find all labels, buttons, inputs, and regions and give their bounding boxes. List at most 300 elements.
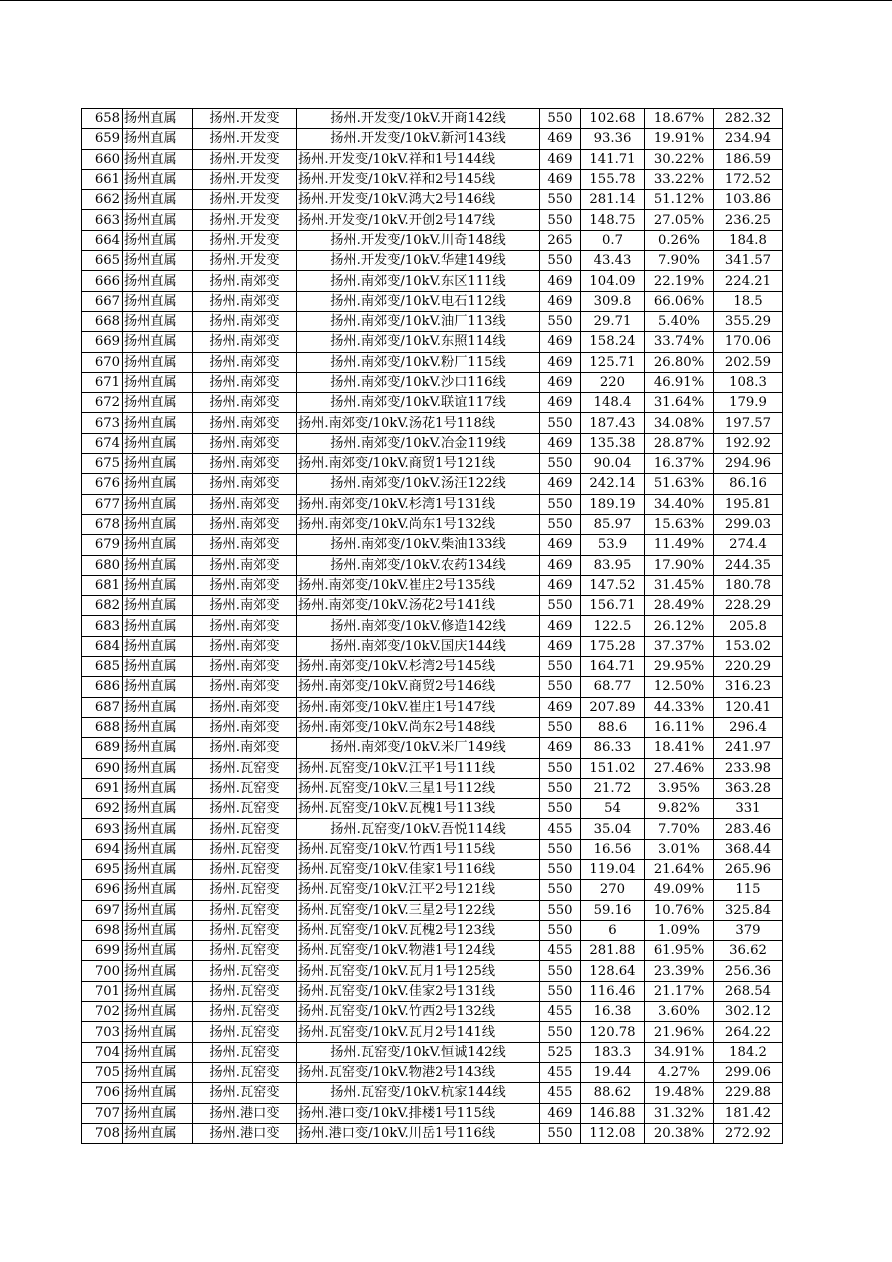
substation-cell[interactable]: 扬州.南郊变 — [193, 636, 297, 656]
load-rate-cell[interactable]: 34.91% — [645, 1042, 714, 1062]
max-load-cell[interactable]: 116.46 — [581, 981, 645, 1001]
rated-current-cell[interactable]: 550 — [540, 109, 581, 129]
substation-cell[interactable]: 扬州.南郊变 — [193, 697, 297, 717]
substation-cell[interactable]: 扬州.港口变 — [193, 1123, 297, 1143]
rated-current-cell[interactable]: 550 — [540, 190, 581, 210]
unit-cell[interactable]: 扬州直属 — [123, 332, 193, 352]
unit-cell[interactable]: 扬州直属 — [123, 900, 193, 920]
substation-cell[interactable]: 扬州.开发变 — [193, 230, 297, 250]
line-name-cell[interactable]: 扬州.南郊变/10kV.杉湾1号131线 — [297, 494, 540, 514]
load-rate-cell[interactable]: 26.12% — [645, 616, 714, 636]
unit-cell[interactable]: 扬州直属 — [123, 352, 193, 372]
substation-cell[interactable]: 扬州.南郊变 — [193, 575, 297, 595]
max-load-cell[interactable]: 88.62 — [581, 1083, 645, 1103]
unit-cell[interactable]: 扬州直属 — [123, 494, 193, 514]
load-rate-cell[interactable]: 37.37% — [645, 636, 714, 656]
max-load-cell[interactable]: 43.43 — [581, 251, 645, 271]
row-number-cell[interactable]: 683 — [82, 616, 123, 636]
load-rate-cell[interactable]: 28.49% — [645, 596, 714, 616]
unit-cell[interactable]: 扬州直属 — [123, 1002, 193, 1022]
rated-current-cell[interactable]: 469 — [540, 474, 581, 494]
remaining-capacity-cell[interactable]: 86.16 — [714, 474, 783, 494]
line-name-cell[interactable]: 扬州.瓦窑变/10kV.竹西1号115线 — [297, 839, 540, 859]
rated-current-cell[interactable]: 469 — [540, 535, 581, 555]
max-load-cell[interactable]: 68.77 — [581, 677, 645, 697]
max-load-cell[interactable]: 189.19 — [581, 494, 645, 514]
substation-cell[interactable]: 扬州.瓦窑变 — [193, 839, 297, 859]
unit-cell[interactable]: 扬州直属 — [123, 393, 193, 413]
substation-cell[interactable]: 扬州.开发变 — [193, 210, 297, 230]
row-number-cell[interactable]: 679 — [82, 535, 123, 555]
load-rate-cell[interactable]: 7.90% — [645, 251, 714, 271]
substation-cell[interactable]: 扬州.瓦窑变 — [193, 981, 297, 1001]
load-rate-cell[interactable]: 4.27% — [645, 1062, 714, 1082]
substation-cell[interactable]: 扬州.南郊变 — [193, 494, 297, 514]
row-number-cell[interactable]: 687 — [82, 697, 123, 717]
load-rate-cell[interactable]: 0.26% — [645, 230, 714, 250]
row-number-cell[interactable]: 702 — [82, 1002, 123, 1022]
load-rate-cell[interactable]: 51.12% — [645, 190, 714, 210]
load-rate-cell[interactable]: 18.67% — [645, 109, 714, 129]
row-number-cell[interactable]: 685 — [82, 657, 123, 677]
row-number-cell[interactable]: 673 — [82, 413, 123, 433]
load-rate-cell[interactable]: 31.64% — [645, 393, 714, 413]
line-name-cell[interactable]: 扬州.瓦窑变/10kV.瓦槐1号113线 — [297, 799, 540, 819]
rated-current-cell[interactable]: 469 — [540, 169, 581, 189]
remaining-capacity-cell[interactable]: 115 — [714, 880, 783, 900]
rated-current-cell[interactable]: 550 — [540, 1022, 581, 1042]
unit-cell[interactable]: 扬州直属 — [123, 413, 193, 433]
line-name-cell[interactable]: 扬州.南郊变/10kV.商贸2号146线 — [297, 677, 540, 697]
load-rate-cell[interactable]: 31.45% — [645, 575, 714, 595]
max-load-cell[interactable]: 135.38 — [581, 433, 645, 453]
unit-cell[interactable]: 扬州直属 — [123, 271, 193, 291]
max-load-cell[interactable]: 59.16 — [581, 900, 645, 920]
substation-cell[interactable]: 扬州.南郊变 — [193, 555, 297, 575]
remaining-capacity-cell[interactable]: 18.5 — [714, 291, 783, 311]
row-number-cell[interactable]: 693 — [82, 819, 123, 839]
rated-current-cell[interactable]: 550 — [540, 657, 581, 677]
rated-current-cell[interactable]: 469 — [540, 291, 581, 311]
substation-cell[interactable]: 扬州.南郊变 — [193, 474, 297, 494]
line-name-cell[interactable]: 扬州.南郊变/10kV.冶金119线 — [297, 433, 540, 453]
rated-current-cell[interactable]: 550 — [540, 758, 581, 778]
rated-current-cell[interactable]: 550 — [540, 778, 581, 798]
line-name-cell[interactable]: 扬州.开发变/10kV.华建149线 — [297, 251, 540, 271]
substation-cell[interactable]: 扬州.南郊变 — [193, 352, 297, 372]
max-load-cell[interactable]: 35.04 — [581, 819, 645, 839]
remaining-capacity-cell[interactable]: 228.29 — [714, 596, 783, 616]
load-rate-cell[interactable]: 23.39% — [645, 961, 714, 981]
unit-cell[interactable]: 扬州直属 — [123, 981, 193, 1001]
line-name-cell[interactable]: 扬州.瓦窑变/10kV.瓦月1号125线 — [297, 961, 540, 981]
load-rate-cell[interactable]: 21.17% — [645, 981, 714, 1001]
substation-cell[interactable]: 扬州.南郊变 — [193, 717, 297, 737]
line-name-cell[interactable]: 扬州.南郊变/10kV.汤花1号118线 — [297, 413, 540, 433]
max-load-cell[interactable]: 220 — [581, 372, 645, 392]
substation-cell[interactable]: 扬州.瓦窑变 — [193, 778, 297, 798]
load-rate-cell[interactable]: 29.95% — [645, 657, 714, 677]
max-load-cell[interactable]: 85.97 — [581, 514, 645, 534]
row-number-cell[interactable]: 676 — [82, 474, 123, 494]
load-rate-cell[interactable]: 30.22% — [645, 149, 714, 169]
max-load-cell[interactable]: 281.14 — [581, 190, 645, 210]
load-rate-cell[interactable]: 27.05% — [645, 210, 714, 230]
max-load-cell[interactable]: 86.33 — [581, 738, 645, 758]
rated-current-cell[interactable]: 550 — [540, 596, 581, 616]
load-rate-cell[interactable]: 26.80% — [645, 352, 714, 372]
remaining-capacity-cell[interactable]: 205.8 — [714, 616, 783, 636]
row-number-cell[interactable]: 698 — [82, 920, 123, 940]
unit-cell[interactable]: 扬州直属 — [123, 657, 193, 677]
remaining-capacity-cell[interactable]: 184.8 — [714, 230, 783, 250]
substation-cell[interactable]: 扬州.开发变 — [193, 109, 297, 129]
load-rate-cell[interactable]: 31.32% — [645, 1103, 714, 1123]
max-load-cell[interactable]: 88.6 — [581, 717, 645, 737]
substation-cell[interactable]: 扬州.港口变 — [193, 1103, 297, 1123]
rated-current-cell[interactable]: 455 — [540, 1062, 581, 1082]
rated-current-cell[interactable]: 469 — [540, 393, 581, 413]
max-load-cell[interactable]: 158.24 — [581, 332, 645, 352]
unit-cell[interactable]: 扬州直属 — [123, 1083, 193, 1103]
unit-cell[interactable]: 扬州直属 — [123, 636, 193, 656]
unit-cell[interactable]: 扬州直属 — [123, 514, 193, 534]
remaining-capacity-cell[interactable]: 202.59 — [714, 352, 783, 372]
load-rate-cell[interactable]: 9.82% — [645, 799, 714, 819]
remaining-capacity-cell[interactable]: 233.98 — [714, 758, 783, 778]
row-number-cell[interactable]: 670 — [82, 352, 123, 372]
substation-cell[interactable]: 扬州.瓦窑变 — [193, 920, 297, 940]
rated-current-cell[interactable]: 469 — [540, 738, 581, 758]
unit-cell[interactable]: 扬州直属 — [123, 717, 193, 737]
unit-cell[interactable]: 扬州直属 — [123, 474, 193, 494]
remaining-capacity-cell[interactable]: 355.29 — [714, 311, 783, 331]
substation-cell[interactable]: 扬州.瓦窑变 — [193, 880, 297, 900]
line-name-cell[interactable]: 扬州.开发变/10kV.祥和1号144线 — [297, 149, 540, 169]
max-load-cell[interactable]: 146.88 — [581, 1103, 645, 1123]
substation-cell[interactable]: 扬州.开发变 — [193, 129, 297, 149]
row-number-cell[interactable]: 678 — [82, 514, 123, 534]
rated-current-cell[interactable]: 469 — [540, 555, 581, 575]
load-rate-cell[interactable]: 19.91% — [645, 129, 714, 149]
line-name-cell[interactable]: 扬州.瓦窑变/10kV.佳家2号131线 — [297, 981, 540, 1001]
load-rate-cell[interactable]: 34.40% — [645, 494, 714, 514]
rated-current-cell[interactable]: 550 — [540, 839, 581, 859]
line-name-cell[interactable]: 扬州.瓦窑变/10kV.物港1号124线 — [297, 941, 540, 961]
max-load-cell[interactable]: 148.75 — [581, 210, 645, 230]
unit-cell[interactable]: 扬州直属 — [123, 190, 193, 210]
max-load-cell[interactable]: 270 — [581, 880, 645, 900]
unit-cell[interactable]: 扬州直属 — [123, 311, 193, 331]
row-number-cell[interactable]: 667 — [82, 291, 123, 311]
row-number-cell[interactable]: 708 — [82, 1123, 123, 1143]
rated-current-cell[interactable]: 469 — [540, 149, 581, 169]
row-number-cell[interactable]: 699 — [82, 941, 123, 961]
line-name-cell[interactable]: 扬州.瓦窑变/10kV.瓦月2号141线 — [297, 1022, 540, 1042]
row-number-cell[interactable]: 703 — [82, 1022, 123, 1042]
substation-cell[interactable]: 扬州.瓦窑变 — [193, 900, 297, 920]
unit-cell[interactable]: 扬州直属 — [123, 799, 193, 819]
line-name-cell[interactable]: 扬州.港口变/10kV.排楼1号115线 — [297, 1103, 540, 1123]
max-load-cell[interactable]: 112.08 — [581, 1123, 645, 1143]
max-load-cell[interactable]: 207.89 — [581, 697, 645, 717]
remaining-capacity-cell[interactable]: 108.3 — [714, 372, 783, 392]
unit-cell[interactable]: 扬州直属 — [123, 697, 193, 717]
remaining-capacity-cell[interactable]: 316.23 — [714, 677, 783, 697]
substation-cell[interactable]: 扬州.南郊变 — [193, 291, 297, 311]
substation-cell[interactable]: 扬州.南郊变 — [193, 514, 297, 534]
substation-cell[interactable]: 扬州.开发变 — [193, 149, 297, 169]
row-number-cell[interactable]: 680 — [82, 555, 123, 575]
unit-cell[interactable]: 扬州直属 — [123, 129, 193, 149]
max-load-cell[interactable]: 6 — [581, 920, 645, 940]
load-rate-cell[interactable]: 16.37% — [645, 454, 714, 474]
load-rate-cell[interactable]: 21.64% — [645, 859, 714, 879]
remaining-capacity-cell[interactable]: 224.21 — [714, 271, 783, 291]
row-number-cell[interactable]: 688 — [82, 717, 123, 737]
unit-cell[interactable]: 扬州直属 — [123, 758, 193, 778]
load-rate-cell[interactable]: 44.33% — [645, 697, 714, 717]
line-name-cell[interactable]: 扬州.南郊变/10kV.崔庄1号147线 — [297, 697, 540, 717]
max-load-cell[interactable]: 90.04 — [581, 454, 645, 474]
max-load-cell[interactable]: 148.4 — [581, 393, 645, 413]
row-number-cell[interactable]: 681 — [82, 575, 123, 595]
max-load-cell[interactable]: 104.09 — [581, 271, 645, 291]
load-rate-cell[interactable]: 12.50% — [645, 677, 714, 697]
unit-cell[interactable]: 扬州直属 — [123, 1022, 193, 1042]
unit-cell[interactable]: 扬州直属 — [123, 677, 193, 697]
line-name-cell[interactable]: 扬州.瓦窑变/10kV.佳家1号116线 — [297, 859, 540, 879]
rated-current-cell[interactable]: 550 — [540, 859, 581, 879]
remaining-capacity-cell[interactable]: 241.97 — [714, 738, 783, 758]
load-rate-cell[interactable]: 17.90% — [645, 555, 714, 575]
remaining-capacity-cell[interactable]: 220.29 — [714, 657, 783, 677]
substation-cell[interactable]: 扬州.瓦窑变 — [193, 1083, 297, 1103]
rated-current-cell[interactable]: 550 — [540, 717, 581, 737]
line-name-cell[interactable]: 扬州.瓦窑变/10kV.江平2号121线 — [297, 880, 540, 900]
unit-cell[interactable]: 扬州直属 — [123, 535, 193, 555]
remaining-capacity-cell[interactable]: 299.06 — [714, 1062, 783, 1082]
row-number-cell[interactable]: 690 — [82, 758, 123, 778]
rated-current-cell[interactable]: 550 — [540, 514, 581, 534]
load-rate-cell[interactable]: 27.46% — [645, 758, 714, 778]
line-name-cell[interactable]: 扬州.南郊变/10kV.东区111线 — [297, 271, 540, 291]
substation-cell[interactable]: 扬州.南郊变 — [193, 535, 297, 555]
max-load-cell[interactable]: 175.28 — [581, 636, 645, 656]
row-number-cell[interactable]: 664 — [82, 230, 123, 250]
row-number-cell[interactable]: 662 — [82, 190, 123, 210]
max-load-cell[interactable]: 19.44 — [581, 1062, 645, 1082]
row-number-cell[interactable]: 659 — [82, 129, 123, 149]
unit-cell[interactable]: 扬州直属 — [123, 839, 193, 859]
line-name-cell[interactable]: 扬州.开发变/10kV.川奇148线 — [297, 230, 540, 250]
rated-current-cell[interactable]: 469 — [540, 575, 581, 595]
line-name-cell[interactable]: 扬州.瓦窑变/10kV.物港2号143线 — [297, 1062, 540, 1082]
line-name-cell[interactable]: 扬州.港口变/10kV.川岳1号116线 — [297, 1123, 540, 1143]
row-number-cell[interactable]: 691 — [82, 778, 123, 798]
max-load-cell[interactable]: 183.3 — [581, 1042, 645, 1062]
rated-current-cell[interactable]: 550 — [540, 677, 581, 697]
line-name-cell[interactable]: 扬州.瓦窑变/10kV.杭家144线 — [297, 1083, 540, 1103]
max-load-cell[interactable]: 120.78 — [581, 1022, 645, 1042]
row-number-cell[interactable]: 675 — [82, 454, 123, 474]
row-number-cell[interactable]: 704 — [82, 1042, 123, 1062]
unit-cell[interactable]: 扬州直属 — [123, 291, 193, 311]
rated-current-cell[interactable]: 550 — [540, 880, 581, 900]
line-name-cell[interactable]: 扬州.开发变/10kV.祥和2号145线 — [297, 169, 540, 189]
load-rate-cell[interactable]: 46.91% — [645, 372, 714, 392]
substation-cell[interactable]: 扬州.南郊变 — [193, 454, 297, 474]
load-rate-cell[interactable]: 18.41% — [645, 738, 714, 758]
rated-current-cell[interactable]: 469 — [540, 1103, 581, 1123]
load-rate-cell[interactable]: 66.06% — [645, 291, 714, 311]
rated-current-cell[interactable]: 469 — [540, 636, 581, 656]
load-rate-cell[interactable]: 21.96% — [645, 1022, 714, 1042]
remaining-capacity-cell[interactable]: 274.4 — [714, 535, 783, 555]
substation-cell[interactable]: 扬州.南郊变 — [193, 657, 297, 677]
line-name-cell[interactable]: 扬州.南郊变/10kV.修造142线 — [297, 616, 540, 636]
rated-current-cell[interactable]: 550 — [540, 454, 581, 474]
line-name-cell[interactable]: 扬州.南郊变/10kV.沙口116线 — [297, 372, 540, 392]
substation-cell[interactable]: 扬州.瓦窑变 — [193, 1042, 297, 1062]
line-name-cell[interactable]: 扬州.南郊变/10kV.联谊117线 — [297, 393, 540, 413]
line-name-cell[interactable]: 扬州.南郊变/10kV.汤花2号141线 — [297, 596, 540, 616]
rated-current-cell[interactable]: 469 — [540, 271, 581, 291]
line-name-cell[interactable]: 扬州.南郊变/10kV.粉厂115线 — [297, 352, 540, 372]
unit-cell[interactable]: 扬州直属 — [123, 149, 193, 169]
load-rate-cell[interactable]: 61.95% — [645, 941, 714, 961]
remaining-capacity-cell[interactable]: 368.44 — [714, 839, 783, 859]
line-name-cell[interactable]: 扬州.开发变/10kV.鸿大2号146线 — [297, 190, 540, 210]
remaining-capacity-cell[interactable]: 341.57 — [714, 251, 783, 271]
unit-cell[interactable]: 扬州直属 — [123, 1062, 193, 1082]
remaining-capacity-cell[interactable]: 197.57 — [714, 413, 783, 433]
rated-current-cell[interactable]: 469 — [540, 697, 581, 717]
substation-cell[interactable]: 扬州.开发变 — [193, 251, 297, 271]
remaining-capacity-cell[interactable]: 179.9 — [714, 393, 783, 413]
unit-cell[interactable]: 扬州直属 — [123, 819, 193, 839]
substation-cell[interactable]: 扬州.南郊变 — [193, 433, 297, 453]
max-load-cell[interactable]: 0.7 — [581, 230, 645, 250]
substation-cell[interactable]: 扬州.南郊变 — [193, 393, 297, 413]
substation-cell[interactable]: 扬州.南郊变 — [193, 271, 297, 291]
row-number-cell[interactable]: 671 — [82, 372, 123, 392]
substation-cell[interactable]: 扬州.瓦窑变 — [193, 1002, 297, 1022]
remaining-capacity-cell[interactable]: 264.22 — [714, 1022, 783, 1042]
substation-cell[interactable]: 扬州.瓦窑变 — [193, 758, 297, 778]
remaining-capacity-cell[interactable]: 296.4 — [714, 717, 783, 737]
max-load-cell[interactable]: 53.9 — [581, 535, 645, 555]
load-rate-cell[interactable]: 20.38% — [645, 1123, 714, 1143]
rated-current-cell[interactable]: 455 — [540, 941, 581, 961]
row-number-cell[interactable]: 686 — [82, 677, 123, 697]
load-rate-cell[interactable]: 28.87% — [645, 433, 714, 453]
max-load-cell[interactable]: 141.71 — [581, 149, 645, 169]
unit-cell[interactable]: 扬州直属 — [123, 210, 193, 230]
load-rate-cell[interactable]: 3.01% — [645, 839, 714, 859]
line-name-cell[interactable]: 扬州.南郊变/10kV.米厂149线 — [297, 738, 540, 758]
unit-cell[interactable]: 扬州直属 — [123, 920, 193, 940]
max-load-cell[interactable]: 29.71 — [581, 311, 645, 331]
row-number-cell[interactable]: 692 — [82, 799, 123, 819]
substation-cell[interactable]: 扬州.瓦窑变 — [193, 1062, 297, 1082]
rated-current-cell[interactable]: 469 — [540, 616, 581, 636]
remaining-capacity-cell[interactable]: 268.54 — [714, 981, 783, 1001]
line-name-cell[interactable]: 扬州.南郊变/10kV.电石112线 — [297, 291, 540, 311]
rated-current-cell[interactable]: 469 — [540, 129, 581, 149]
row-number-cell[interactable]: 705 — [82, 1062, 123, 1082]
remaining-capacity-cell[interactable]: 283.46 — [714, 819, 783, 839]
unit-cell[interactable]: 扬州直属 — [123, 961, 193, 981]
remaining-capacity-cell[interactable]: 299.03 — [714, 514, 783, 534]
row-number-cell[interactable]: 658 — [82, 109, 123, 129]
row-number-cell[interactable]: 696 — [82, 880, 123, 900]
unit-cell[interactable]: 扬州直属 — [123, 941, 193, 961]
max-load-cell[interactable]: 151.02 — [581, 758, 645, 778]
load-rate-cell[interactable]: 49.09% — [645, 880, 714, 900]
row-number-cell[interactable]: 669 — [82, 332, 123, 352]
remaining-capacity-cell[interactable]: 325.84 — [714, 900, 783, 920]
row-number-cell[interactable]: 665 — [82, 251, 123, 271]
substation-cell[interactable]: 扬州.瓦窑变 — [193, 1022, 297, 1042]
remaining-capacity-cell[interactable]: 379 — [714, 920, 783, 940]
unit-cell[interactable]: 扬州直属 — [123, 169, 193, 189]
rated-current-cell[interactable]: 469 — [540, 372, 581, 392]
substation-cell[interactable]: 扬州.南郊变 — [193, 413, 297, 433]
row-number-cell[interactable]: 695 — [82, 859, 123, 879]
load-rate-cell[interactable]: 10.76% — [645, 900, 714, 920]
row-number-cell[interactable]: 663 — [82, 210, 123, 230]
unit-cell[interactable]: 扬州直属 — [123, 859, 193, 879]
max-load-cell[interactable]: 93.36 — [581, 129, 645, 149]
remaining-capacity-cell[interactable]: 120.41 — [714, 697, 783, 717]
remaining-capacity-cell[interactable]: 256.36 — [714, 961, 783, 981]
line-name-cell[interactable]: 扬州.南郊变/10kV.东照114线 — [297, 332, 540, 352]
row-number-cell[interactable]: 674 — [82, 433, 123, 453]
remaining-capacity-cell[interactable]: 186.59 — [714, 149, 783, 169]
max-load-cell[interactable]: 242.14 — [581, 474, 645, 494]
max-load-cell[interactable]: 21.72 — [581, 778, 645, 798]
unit-cell[interactable]: 扬州直属 — [123, 230, 193, 250]
line-name-cell[interactable]: 扬州.开发变/10kV.开商142线 — [297, 109, 540, 129]
row-number-cell[interactable]: 706 — [82, 1083, 123, 1103]
unit-cell[interactable]: 扬州直属 — [123, 880, 193, 900]
remaining-capacity-cell[interactable]: 195.81 — [714, 494, 783, 514]
row-number-cell[interactable]: 672 — [82, 393, 123, 413]
unit-cell[interactable]: 扬州直属 — [123, 1042, 193, 1062]
max-load-cell[interactable]: 128.64 — [581, 961, 645, 981]
load-rate-cell[interactable]: 1.09% — [645, 920, 714, 940]
substation-cell[interactable]: 扬州.瓦窑变 — [193, 799, 297, 819]
substation-cell[interactable]: 扬州.瓦窑变 — [193, 941, 297, 961]
max-load-cell[interactable]: 156.71 — [581, 596, 645, 616]
unit-cell[interactable]: 扬州直属 — [123, 454, 193, 474]
substation-cell[interactable]: 扬州.瓦窑变 — [193, 859, 297, 879]
line-name-cell[interactable]: 扬州.南郊变/10kV.国庆144线 — [297, 636, 540, 656]
rated-current-cell[interactable]: 455 — [540, 1002, 581, 1022]
remaining-capacity-cell[interactable]: 170.06 — [714, 332, 783, 352]
rated-current-cell[interactable]: 550 — [540, 961, 581, 981]
remaining-capacity-cell[interactable]: 181.42 — [714, 1103, 783, 1123]
remaining-capacity-cell[interactable]: 229.88 — [714, 1083, 783, 1103]
rated-current-cell[interactable]: 550 — [540, 981, 581, 1001]
load-rate-cell[interactable]: 16.11% — [645, 717, 714, 737]
row-number-cell[interactable]: 701 — [82, 981, 123, 1001]
line-name-cell[interactable]: 扬州.南郊变/10kV.尚东1号132线 — [297, 514, 540, 534]
rated-current-cell[interactable]: 550 — [540, 210, 581, 230]
load-rate-cell[interactable]: 33.74% — [645, 332, 714, 352]
load-rate-cell[interactable]: 5.40% — [645, 311, 714, 331]
